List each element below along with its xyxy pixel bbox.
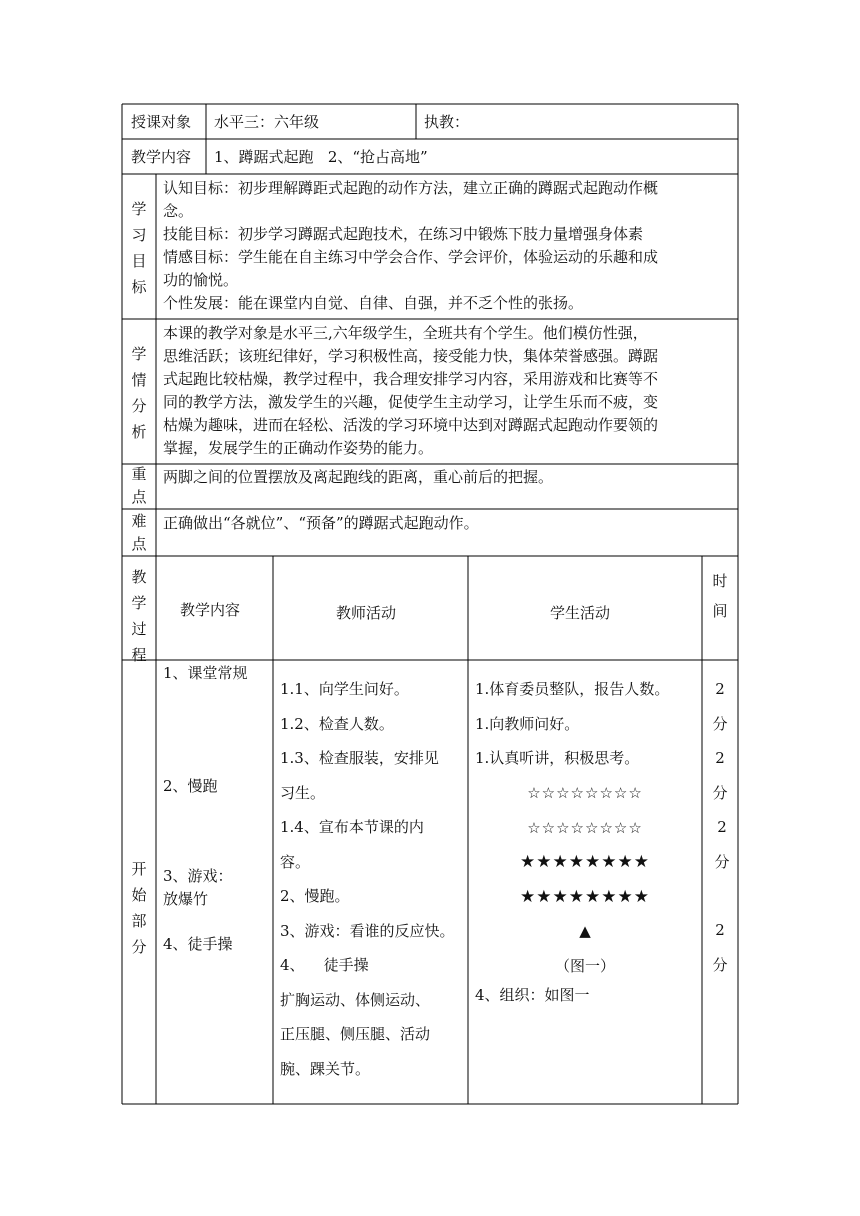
objectives-label: 学 习 目 标 (131, 200, 147, 296)
target-label: 授课对象 (131, 113, 192, 131)
analysis-line: 本课的教学对象是水平三,六年级学生，全班共有个学生。他们模仿性强， (163, 324, 648, 342)
student-line: 1.认真听讲，积极思考。 (475, 749, 640, 767)
content-value: 1、蹲踞式起跑 2、“抢占高地” (214, 148, 428, 166)
time-value: 2 分 (712, 680, 728, 733)
analysis-line: 式起跑比较枯燥，教学过程中，我合理安排学习内容，采用游戏和比赛等不 (163, 370, 659, 388)
objective-line: 功的愉悦。 (163, 271, 239, 289)
teacher-line: 1.1、向学生问好。 (280, 680, 409, 698)
column-header-student: 学生活动 (550, 604, 611, 622)
solid-star-row: ★★★★★★★★ (520, 852, 650, 872)
student-line: 1.体育委员整队，报告人数。 (475, 680, 670, 698)
time-value: 2 分 (714, 818, 730, 871)
key-point-label: 重 点 (131, 465, 147, 506)
teacher-line: 腕、踝关节。 (280, 1059, 371, 1078)
teacher-line: 扩胸运动、体侧运动、 (280, 990, 431, 1009)
analysis-text (163, 322, 658, 460)
time-value: 2 分 (712, 749, 728, 802)
difficulty-label: 难 点 (131, 512, 147, 553)
difficulty-value: 正确做出“各就位”、“预备”的蹲踞式起跑动作。 (163, 514, 479, 532)
content-item-exercise: 4、徒手操 (163, 935, 233, 953)
analysis-line: 掌握，发展学生的正确动作姿势的能力。 (163, 439, 434, 457)
key-point-value: 两脚之间的位置摆放及离起跑线的距离，重心前后的把握。 (163, 468, 554, 486)
analysis-line: 思维活跃；该班纪律好，学习积极性高，接受能力快，集体荣誉感强。蹲踞 (163, 347, 659, 365)
teacher-activities (280, 672, 455, 1086)
formation-caption: （图一） (554, 956, 615, 975)
teacher-label: 执教： (424, 113, 470, 131)
analysis-line: 枯燥为趣味，进而在轻松、活泼的学习环境中达到对蹲踞式起跑动作要领的 (163, 416, 659, 434)
formation-diagram (468, 776, 702, 983)
start-section-label: 开 始 部 分 (131, 860, 147, 956)
content-item-jog: 2、慢跑 (163, 777, 218, 795)
objective-line: 个性发展：能在课堂内自觉、自律、自强，并不乏个性的张扬。 (163, 294, 584, 312)
hollow-star-row: ☆☆☆☆☆☆☆☆ (527, 784, 643, 802)
content-label: 教学内容 (131, 148, 192, 166)
analysis-label: 学 情 分 析 (131, 345, 147, 441)
solid-star-row: ★★★★★★★★ (520, 886, 650, 907)
teacher-line: 正压腿、侧压腿、活动 (280, 1025, 431, 1043)
organization-note: 4、组织：如图一 (475, 986, 590, 1004)
content-item-game: 3、游戏： 放爆竹 (163, 867, 233, 908)
hollow-star-row: ☆☆☆☆☆☆☆☆ (527, 818, 643, 837)
teacher-line: 1.2、检查人数。 (280, 714, 394, 733)
time-value: 2 分 (712, 921, 728, 974)
teacher-line: 习生。 (280, 783, 326, 802)
student-line: 1.向教师问好。 (475, 714, 580, 733)
objective-line: 念。 (163, 202, 194, 220)
content-item-routine: 1、课堂常规 (163, 664, 248, 682)
column-header-teacher: 教师活动 (336, 604, 397, 622)
objective-line: 认知目标：初步理解蹲距式起跑的动作方法，建立正确的蹲踞式起跑动作概 (163, 179, 659, 197)
teacher-line: 1.4、宣布本节课的内 (280, 818, 424, 836)
teacher-line: 2、慢跑。 (280, 887, 350, 905)
teacher-line: 3、游戏：看谁的反应快。 (280, 921, 455, 940)
objective-line: 技能目标：初步学习蹲踞式起跑技术，在练习中锻炼下肢力量增强身体素 (163, 225, 644, 243)
teacher-line: 1.3、检查服装，安排见 (280, 749, 439, 767)
objectives-text (163, 177, 658, 315)
student-activities (475, 672, 669, 776)
analysis-line: 同的教学方法，激发学生的兴趣，促使学生主动学习，让学生乐而不疲，变 (163, 393, 659, 411)
teacher-triangle-icon: ▲ (579, 922, 591, 940)
process-label: 教 学 过 程 (131, 568, 147, 664)
target-value: 水平三：六年级 (214, 113, 320, 131)
objective-line: 情感目标：学生能在自主练习中学会合作、学会评价，体验运动的乐趣和成 (163, 248, 659, 266)
column-header-content: 教学内容 (180, 601, 241, 619)
column-header-time: 时 间 (712, 572, 728, 620)
teacher-line: 容。 (280, 852, 311, 871)
teacher-line: 4、 徒手操 (280, 956, 369, 974)
